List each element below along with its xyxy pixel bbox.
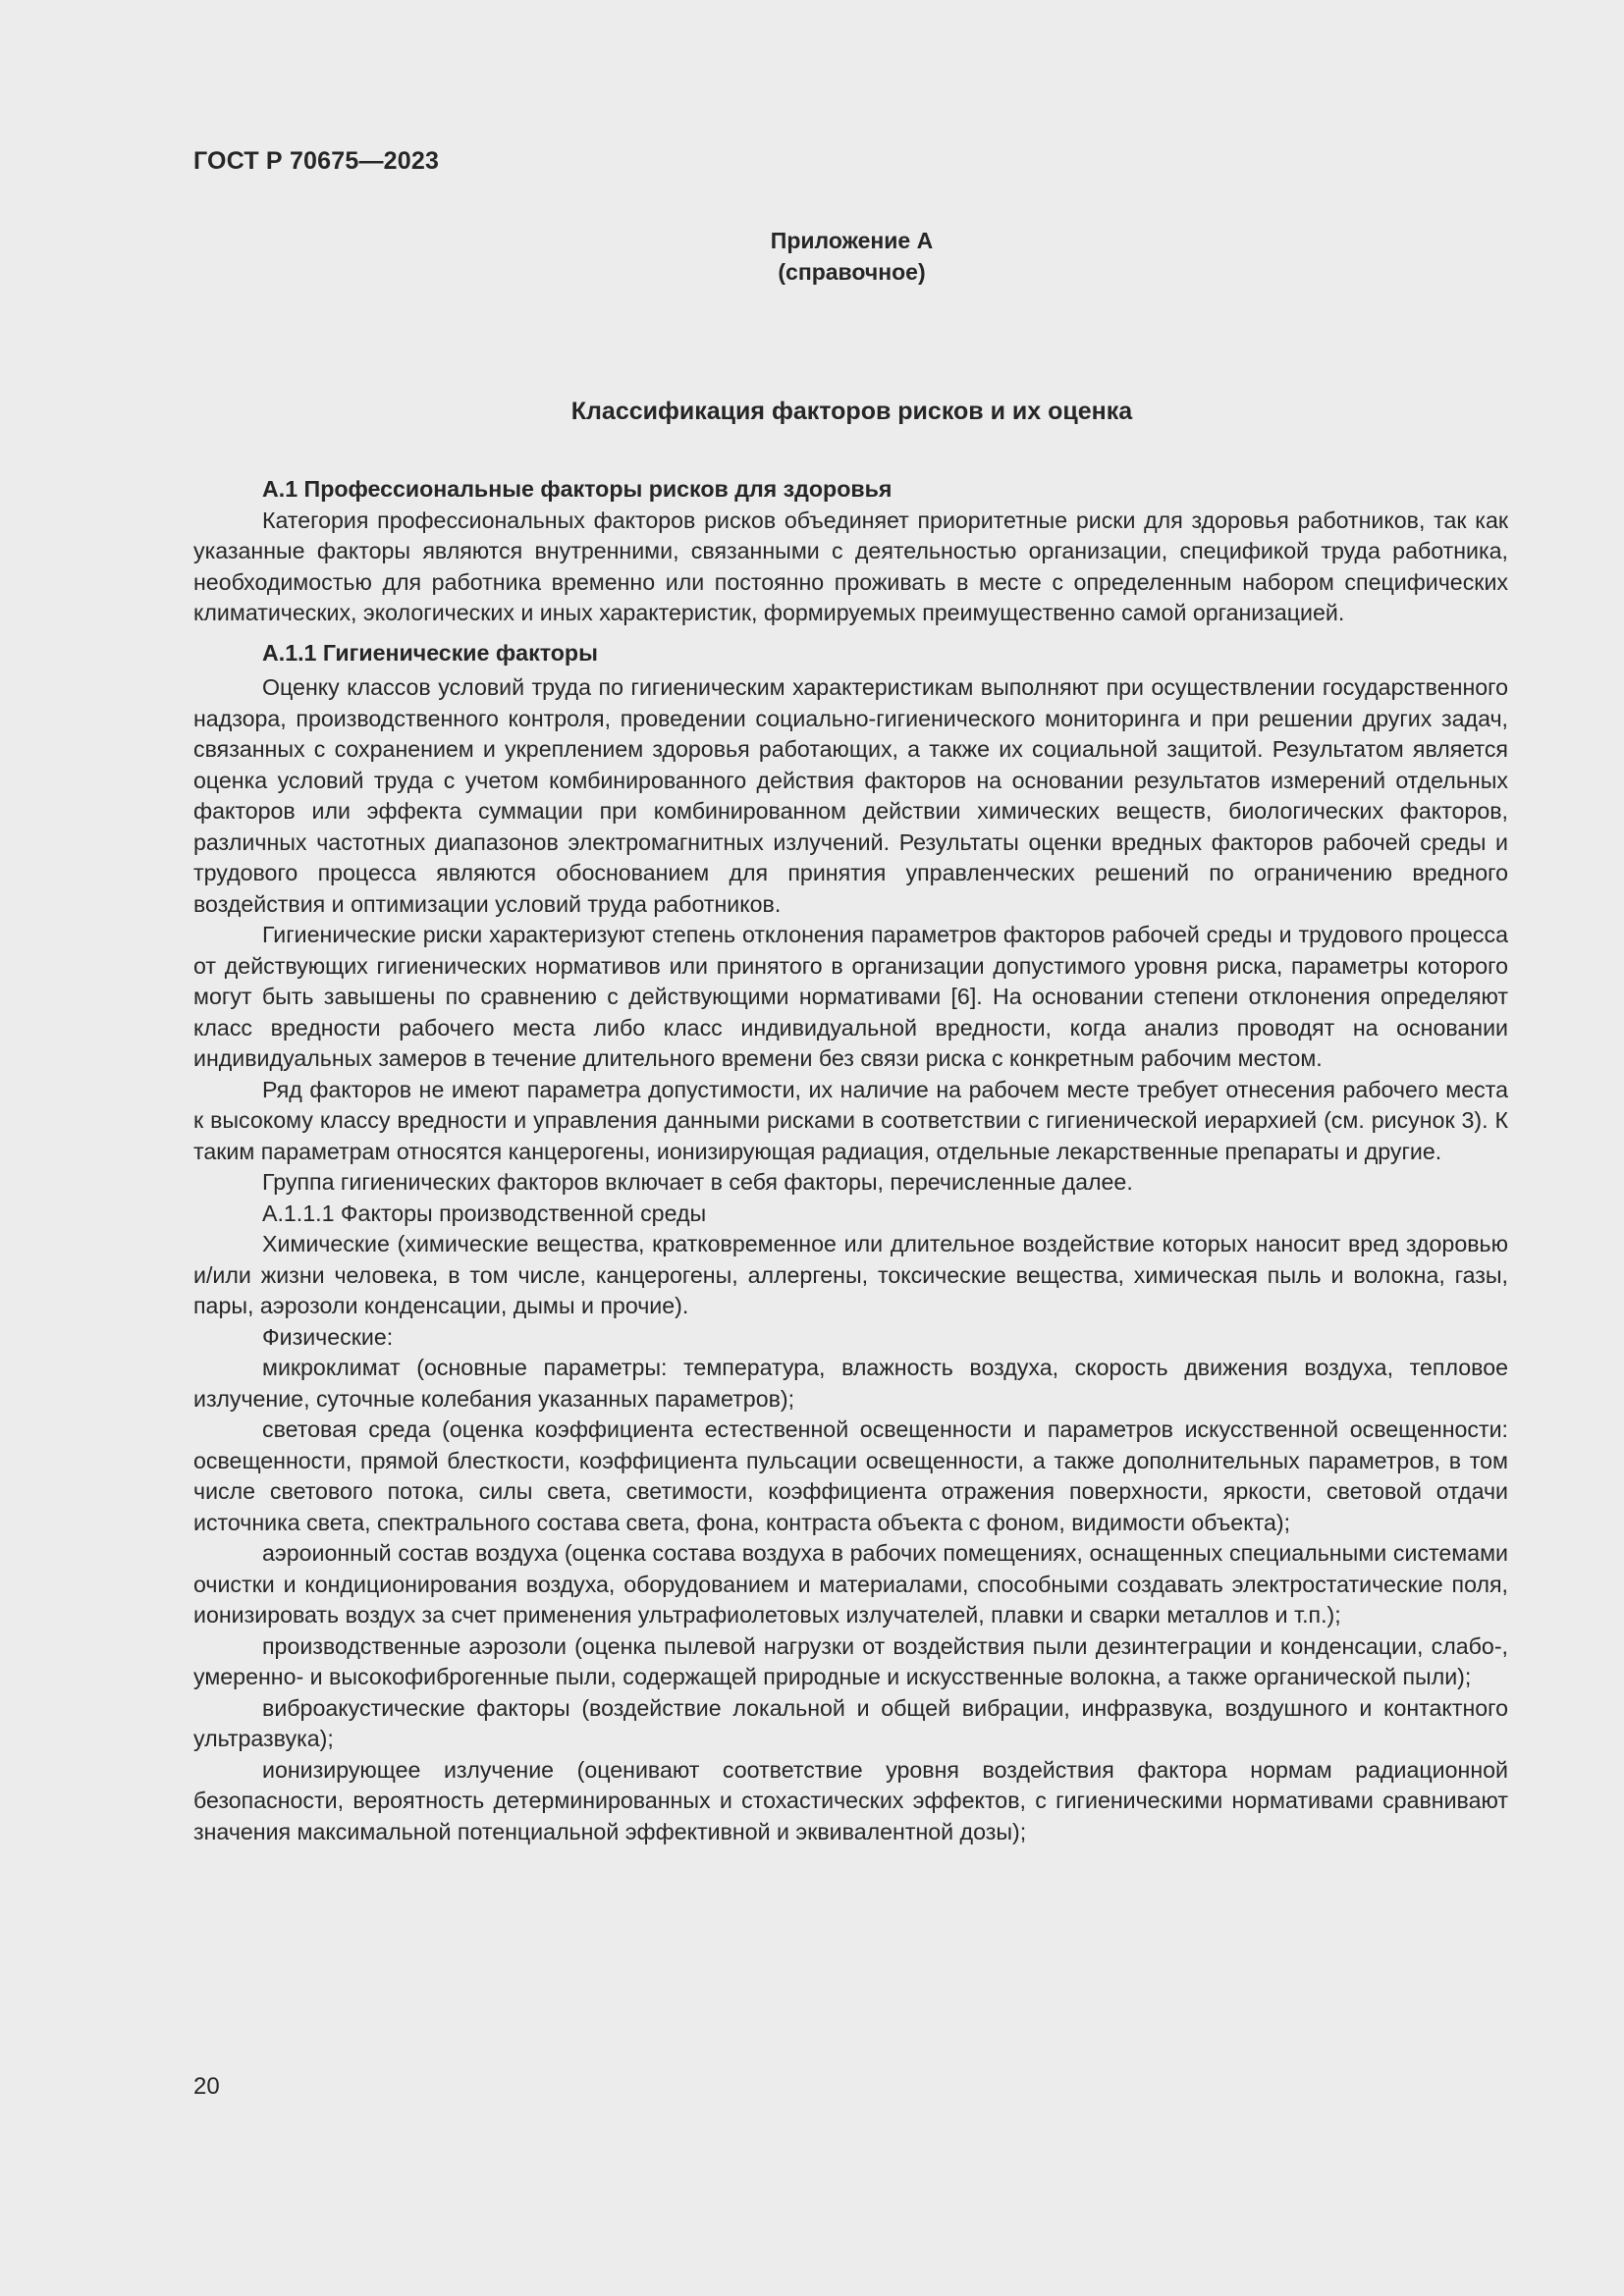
section-title: Классификация факторов рисков и их оценка <box>570 398 1133 425</box>
paragraph: Химические (химические вещества, кратковременное или длительное воздействие которых наносит вред здоровью и/или жизни человека, в том числе, канцерогены, аллергены, токсические вещества, химическая пыль и волокна, газы, пары, аэрозоли конденсации, дымы и прочие). <box>193 1231 1508 1318</box>
list-item: производственные аэрозоли (оценка пылевой нагрузки от воздействия пыли дезинтеграции и конденсации, слабо-, умеренно- и высокофиброгенные пыли, содержащей природные и искусственные волокна, а также органической пыли); <box>193 1632 1508 1689</box>
subheading-a111: А.1.1.1 Факторы производственной среды <box>262 1200 707 1226</box>
list-item: световая среда (оценка коэффициента естественной освещенности и параметров искусственной освещенности: освещенности, прямой блесткости, коэффициента пульсации освещенности, а также дополнительных параметров, в том числе светового потока, силы света, светимости, коэффициента отражения поверхности, яркости, световой отдачи источника света, спектрального состава света, фона, контраста объекта с фоном, видимости объекта); <box>193 1416 1508 1535</box>
paragraph: Категория профессиональных факторов рисков объединяет приоритетные риски для здоровья работников, так как указанные факторы являются внутренними, связанными с деятельностью организации, спецификой труда работника, необходимостью для работника временно или постоянно проживать в месте с определенным набором специфических климатических, экологических и иных характеристик, формируемых преимущественно самой организацией. <box>193 507 1508 625</box>
list-item: микроклимат (основные параметры: температура, влажность воздуха, скорость движения воздуха, тепловое излучение, суточные колебания указанных параметров); <box>193 1355 1508 1412</box>
heading-a11: А.1.1 Гигиенические факторы <box>262 639 598 666</box>
appendix-title: Приложение А <box>770 228 934 253</box>
document-header: ГОСТ Р 70675—2023 <box>193 147 440 175</box>
list-item: ионизирующее излучение (оценивают соответствие уровня воздействия фактора нормам радиационной безопасности, вероятность детерминированных и стохастических эффектов, с гигиеническими нормативами сравнивают значения максимальной потенциальной эффективной и эквивалентной дозы); <box>193 1756 1508 1844</box>
document-body <box>193 474 1508 1847</box>
appendix-type: (справочное) <box>778 259 926 285</box>
paragraph: Гигиенические риски характеризуют степень отклонения параметров факторов рабочей среды и трудового процесса от действующих гигиенических нормативов или принятого в организации допустимого уровня риска, параметры которого могут быть завышены по сравнению с действующими нормативами [6]. На основании степени отклонения определяют класс вредности рабочего места либо класс индивидуальной вредности, когда анализ проводят на основании индивидуальных замеров в течение длительного времени без связи риска с конкретным рабочим местом. <box>193 922 1508 1071</box>
paragraph: Физические: <box>262 1323 394 1350</box>
paragraph: Оценку классов условий труда по гигиеническим характеристикам выполняют при осуществлении государственного надзора, производственного контроля, проведении социально-гигиенического мониторинга и при решении других задач, связанных с сохранением и укреплением здоровья работающих, а также их социальной защитой. Результатом является оценка условий труда с учетом комбинированного действия факторов на основании результатов измерений отдельных факторов или эффекта суммации при комбинированном действии химических веществ, биологических факторов, различных частотных диапазонов электромагнитных излучений. Результаты оценки вредных факторов рабочей среды и трудового процесса являются обоснованием для принятия управленческих решений по ограничению вредного воздействия и оптимизации условий труда работников. <box>193 674 1508 917</box>
page-number: 20 <box>193 2073 220 2100</box>
list-item: виброакустические факторы (воздействие локальной и общей вибрации, инфразвука, воздушного и контактного ультразвука); <box>193 1694 1508 1751</box>
heading-a1: А.1 Профессиональные факторы рисков для здоровья <box>262 476 893 502</box>
list-item: аэроионный состав воздуха (оценка состава воздуха в рабочих помещениях, оснащенных специальными системами очистки и кондиционирования воздуха, оборудованием и материалами, способными создавать электростатические поля, ионизировать воздух за счет применения ультрафиолетовых излучателей, плавки и сварки металлов и т.п.); <box>193 1540 1508 1628</box>
paragraph: Группа гигиенических факторов включает в себя факторы, перечисленные далее. <box>262 1169 1133 1195</box>
paragraph: Ряд факторов не имеют параметра допустимости, их наличие на рабочем месте требует отнесения рабочего места к высокому классу вредности и управления данными рисками в соответствии с гигиенической иерархией (см. рисунок 3). К таким параметрам относятся канцерогены, ионизирующая радиация, отдельные лекарственные препараты и другие. <box>193 1076 1508 1164</box>
